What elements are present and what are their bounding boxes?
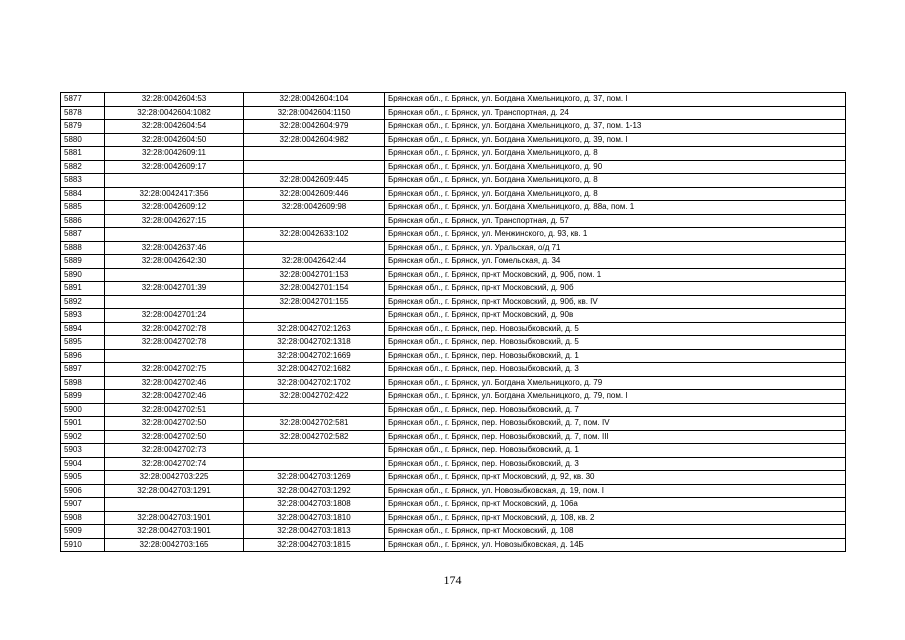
table-row [61,322,846,336]
related-cadastral-number-cell: 32:28:0042703:1269 [244,471,385,485]
table-row [61,403,846,417]
row-number-cell: 5881 [61,147,105,161]
row-number-cell: 5899 [61,390,105,404]
related-cadastral-number-cell [244,403,385,417]
address-cell: Брянская обл., г. Брянск, ул. Уральская, о/д 71 [385,241,846,255]
address-cell: Брянская обл., г. Брянск, пр-кт Московский, д. 90б [385,282,846,296]
table-row [61,309,846,323]
row-number-cell: 5895 [61,336,105,350]
related-cadastral-number-cell: 32:28:0042702:1318 [244,336,385,350]
cadastral-number-cell: 32:28:0042642:30 [105,255,244,269]
table-row [61,147,846,161]
row-number-cell: 5906 [61,484,105,498]
row-number-cell: 5904 [61,457,105,471]
address-cell: Брянская обл., г. Брянск, пер. Новозыбковский, д. 1 [385,349,846,363]
cadastral-number-cell: 32:28:0042609:17 [105,160,244,174]
table-row [61,417,846,431]
cadastral-number-cell: 32:28:0042702:46 [105,390,244,404]
cadastral-number-cell: 32:28:0042703:1901 [105,511,244,525]
cadastral-number-cell: 32:28:0042702:78 [105,336,244,350]
related-cadastral-number-cell: 32:28:0042702:1669 [244,349,385,363]
cadastral-number-cell: 32:28:0042702:50 [105,430,244,444]
row-number-cell: 5893 [61,309,105,323]
cadastral-number-cell: 32:28:0042627:15 [105,214,244,228]
address-cell: Брянская обл., г. Брянск, пер. Новозыбковский, д. 5 [385,336,846,350]
related-cadastral-number-cell: 32:28:0042609:445 [244,174,385,188]
address-cell: Брянская обл., г. Брянск, пр-кт Московский, д. 108 [385,525,846,539]
cadastral-number-cell: 32:28:0042703:225 [105,471,244,485]
row-number-cell: 5896 [61,349,105,363]
cadastral-number-cell [105,228,244,242]
row-number-cell: 5907 [61,498,105,512]
table-row [61,214,846,228]
table-row [61,471,846,485]
related-cadastral-number-cell: 32:28:0042604:982 [244,133,385,147]
related-cadastral-number-cell: 32:28:0042703:1810 [244,511,385,525]
address-cell: Брянская обл., г. Брянск, пер. Новозыбковский, д. 7 [385,403,846,417]
table-row [61,93,846,107]
cadastral-number-cell: 32:28:0042702:50 [105,417,244,431]
row-number-cell: 5910 [61,538,105,552]
address-cell: Брянская обл., г. Брянск, ул. Гомельская, д. 34 [385,255,846,269]
related-cadastral-number-cell: 32:28:0042701:154 [244,282,385,296]
row-number-cell: 5909 [61,525,105,539]
address-cell: Брянская обл., г. Брянск, ул. Богдана Хмельницкого, д. 8 [385,187,846,201]
address-cell: Брянская обл., г. Брянск, пр-кт Московский, д. 108, кв. 2 [385,511,846,525]
related-cadastral-number-cell: 32:28:0042609:446 [244,187,385,201]
related-cadastral-number-cell: 32:28:0042604:979 [244,120,385,134]
table-row [61,228,846,242]
row-number-cell: 5885 [61,201,105,215]
row-number-cell: 5901 [61,417,105,431]
related-cadastral-number-cell [244,147,385,161]
table-row [61,133,846,147]
row-number-cell: 5888 [61,241,105,255]
table-row [61,390,846,404]
cadastral-number-cell [105,295,244,309]
address-cell: Брянская обл., г. Брянск, ул. Богдана Хмельницкого, д. 8 [385,174,846,188]
address-cell: Брянская обл., г. Брянск, ул. Богдана Хмельницкого, д. 90 [385,160,846,174]
related-cadastral-number-cell [244,309,385,323]
row-number-cell: 5889 [61,255,105,269]
row-number-cell: 5880 [61,133,105,147]
table-row [61,174,846,188]
row-number-cell: 5894 [61,322,105,336]
table-row [61,201,846,215]
table-row [61,363,846,377]
address-cell: Брянская обл., г. Брянск, пр-кт Московский, д. 90в [385,309,846,323]
cadastral-number-cell: 32:28:0042604:53 [105,93,244,107]
related-cadastral-number-cell: 32:28:0042702:1263 [244,322,385,336]
table-row [61,430,846,444]
registry-table [60,92,846,552]
related-cadastral-number-cell [244,457,385,471]
table-row [61,444,846,458]
address-cell: Брянская обл., г. Брянск, ул. Богдана Хмельницкого, д. 37, пом. 1-13 [385,120,846,134]
row-number-cell: 5902 [61,430,105,444]
related-cadastral-number-cell: 32:28:0042703:1813 [244,525,385,539]
related-cadastral-number-cell [244,241,385,255]
related-cadastral-number-cell: 32:28:0042701:153 [244,268,385,282]
address-cell: Брянская обл., г. Брянск, ул. Менжинского, д. 93, кв. 1 [385,228,846,242]
related-cadastral-number-cell: 32:28:0042701:155 [244,295,385,309]
cadastral-number-cell [105,349,244,363]
cadastral-number-cell [105,498,244,512]
cadastral-number-cell: 32:28:0042637:46 [105,241,244,255]
address-cell: Брянская обл., г. Брянск, ул. Богдана Хмельницкого, д. 79, пом. I [385,390,846,404]
related-cadastral-number-cell: 32:28:0042702:422 [244,390,385,404]
address-cell: Брянская обл., г. Брянск, пер. Новозыбковский, д. 5 [385,322,846,336]
table-row [61,160,846,174]
related-cadastral-number-cell [244,160,385,174]
row-number-cell: 5903 [61,444,105,458]
address-cell: Брянская обл., г. Брянск, ул. Транспортная, д. 24 [385,106,846,120]
table-row [61,106,846,120]
row-number-cell: 5905 [61,471,105,485]
address-cell: Брянская обл., г. Брянск, пр-кт Московский, д. 92, кв. 30 [385,471,846,485]
table-row [61,349,846,363]
cadastral-number-cell: 32:28:0042417:356 [105,187,244,201]
row-number-cell: 5883 [61,174,105,188]
cadastral-number-cell [105,268,244,282]
address-cell: Брянская обл., г. Брянск, ул. Богдана Хмельницкого, д. 39, пом. I [385,133,846,147]
table-row [61,241,846,255]
cadastral-number-cell: 32:28:0042604:54 [105,120,244,134]
page-number: 174 [443,573,462,587]
cadastral-number-cell: 32:28:0042702:74 [105,457,244,471]
row-number-cell: 5886 [61,214,105,228]
related-cadastral-number-cell: 32:28:0042604:104 [244,93,385,107]
table-row [61,268,846,282]
table-row [61,187,846,201]
address-cell: Брянская обл., г. Брянск, ул. Богдана Хмельницкого, д. 8 [385,147,846,161]
related-cadastral-number-cell: 32:28:0042703:1292 [244,484,385,498]
table-row [61,498,846,512]
address-cell: Брянская обл., г. Брянск, пер. Новозыбковский, д. 7, пом. III [385,430,846,444]
address-cell: Брянская обл., г. Брянск, пер. Новозыбковский, д. 7, пом. IV [385,417,846,431]
cadastral-number-cell: 32:28:0042609:12 [105,201,244,215]
related-cadastral-number-cell [244,444,385,458]
related-cadastral-number-cell: 32:28:0042609:98 [244,201,385,215]
row-number-cell: 5877 [61,93,105,107]
table-row [61,484,846,498]
address-cell: Брянская обл., г. Брянск, ул. Богдана Хмельницкого, д. 79 [385,376,846,390]
cadastral-number-cell: 32:28:0042604:50 [105,133,244,147]
cadastral-number-cell: 32:28:0042702:46 [105,376,244,390]
cadastral-number-cell: 32:28:0042701:39 [105,282,244,296]
address-cell: Брянская обл., г. Брянск, ул. Транспортная, д. 57 [385,214,846,228]
related-cadastral-number-cell: 32:28:0042703:1815 [244,538,385,552]
table-row [61,525,846,539]
table-row [61,336,846,350]
cadastral-number-cell: 32:28:0042702:75 [105,363,244,377]
table-row [61,538,846,552]
registry-table-body [61,93,846,552]
row-number-cell: 5882 [61,160,105,174]
address-cell: Брянская обл., г. Брянск, ул. Новозыбковская, д. 19, пом. I [385,484,846,498]
cadastral-number-cell: 32:28:0042703:1901 [105,525,244,539]
row-number-cell: 5898 [61,376,105,390]
table-row [61,295,846,309]
table-row [61,511,846,525]
related-cadastral-number-cell: 32:28:0042702:582 [244,430,385,444]
cadastral-number-cell: 32:28:0042703:165 [105,538,244,552]
row-number-cell: 5884 [61,187,105,201]
cadastral-number-cell: 32:28:0042702:78 [105,322,244,336]
row-number-cell: 5879 [61,120,105,134]
address-cell: Брянская обл., г. Брянск, ул. Богдана Хмельницкого, д. 37, пом. I [385,93,846,107]
related-cadastral-number-cell: 32:28:0042702:1702 [244,376,385,390]
related-cadastral-number-cell [244,214,385,228]
cadastral-number-cell: 32:28:0042604:1082 [105,106,244,120]
cadastral-number-cell: 32:28:0042703:1291 [105,484,244,498]
related-cadastral-number-cell: 32:28:0042642:44 [244,255,385,269]
row-number-cell: 5891 [61,282,105,296]
address-cell: Брянская обл., г. Брянск, пер. Новозыбковский, д. 1 [385,444,846,458]
cadastral-number-cell: 32:28:0042702:73 [105,444,244,458]
row-number-cell: 5890 [61,268,105,282]
address-cell: Брянская обл., г. Брянск, ул. Богдана Хмельницкого, д. 88а, пом. 1 [385,201,846,215]
cadastral-number-cell: 32:28:0042702:51 [105,403,244,417]
address-cell: Брянская обл., г. Брянск, пр-кт Московский, д. 106а [385,498,846,512]
address-cell: Брянская обл., г. Брянск, пр-кт Московский, д. 90б, кв. IV [385,295,846,309]
address-cell: Брянская обл., г. Брянск, пр-кт Московский, д. 90б, пом. 1 [385,268,846,282]
cadastral-number-cell [105,174,244,188]
address-cell: Брянская обл., г. Брянск, ул. Новозыбковская, д. 14Б [385,538,846,552]
table-row [61,457,846,471]
cadastral-number-cell: 32:28:0042701:24 [105,309,244,323]
address-cell: Брянская обл., г. Брянск, пер. Новозыбковский, д. 3 [385,363,846,377]
row-number-cell: 5897 [61,363,105,377]
row-number-cell: 5900 [61,403,105,417]
table-row [61,282,846,296]
related-cadastral-number-cell: 32:28:0042633:102 [244,228,385,242]
cadastral-number-cell: 32:28:0042609:11 [105,147,244,161]
table-row [61,255,846,269]
related-cadastral-number-cell: 32:28:0042702:1682 [244,363,385,377]
row-number-cell: 5908 [61,511,105,525]
address-cell: Брянская обл., г. Брянск, пер. Новозыбковский, д. 3 [385,457,846,471]
related-cadastral-number-cell: 32:28:0042703:1808 [244,498,385,512]
row-number-cell: 5887 [61,228,105,242]
related-cadastral-number-cell: 32:28:0042604:1150 [244,106,385,120]
table-row [61,120,846,134]
row-number-cell: 5892 [61,295,105,309]
related-cadastral-number-cell: 32:28:0042702:581 [244,417,385,431]
row-number-cell: 5878 [61,106,105,120]
table-row [61,376,846,390]
registry-sheet [60,92,845,552]
